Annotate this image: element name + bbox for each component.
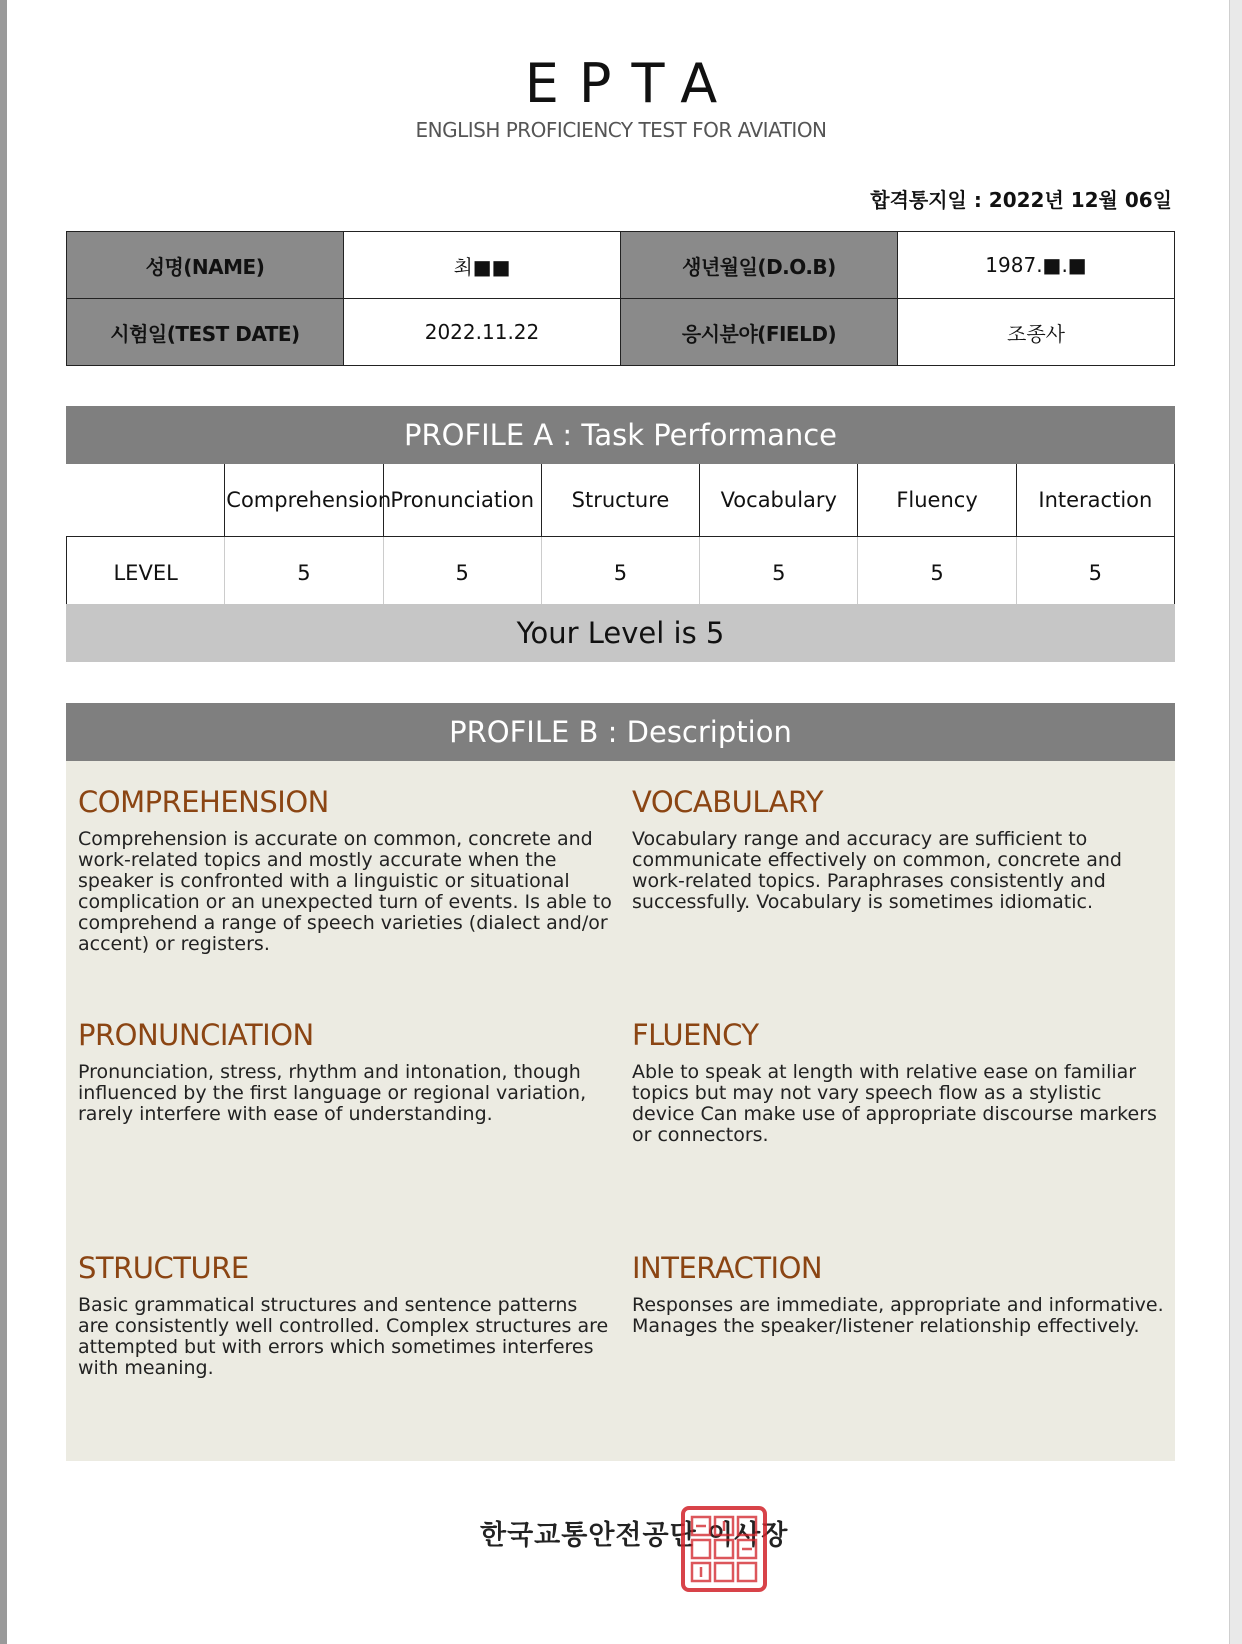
profile-a-title: PROFILE A : Task Performance — [66, 406, 1175, 464]
column-header: Vocabulary — [700, 464, 858, 537]
structure-block — [78, 1251, 613, 1379]
document-subtitle: ENGLISH PROFICIENCY TEST FOR AVIATION — [415, 118, 827, 142]
info-row — [67, 232, 1175, 299]
pronunciation-text: Pronunciation, stress, rhythm and intonation, though influenced by the first language or regional variation, rarely interfere with ease of understanding. — [78, 1061, 587, 1125]
performance-level-row — [67, 537, 1175, 610]
fluency-text: Able to speak at length with relative ease on familiar topics but may not vary speech flow as a stylistic device Can make use of appropriate discourse markers or connectors. — [632, 1061, 1157, 1146]
dob-label: 생년월일(D.O.B) — [621, 232, 898, 299]
column-header: Structure — [541, 464, 699, 537]
overall-level: Your Level is 5 — [66, 604, 1175, 662]
page-left-edge — [0, 0, 7, 1644]
description-panel — [66, 761, 1175, 1461]
field-value: 조종사 — [898, 299, 1175, 366]
pronunciation-block — [78, 1018, 613, 1125]
vocabulary-heading: VOCABULARY — [632, 785, 824, 819]
column-header: Pronunciation — [383, 464, 541, 537]
fluency-heading: FLUENCY — [632, 1018, 759, 1052]
notice-date: 합격통지일 : 2022년 12월 06일 — [870, 188, 1172, 212]
vocabulary-block — [632, 785, 1167, 913]
comprehension-heading: COMPREHENSION — [78, 785, 329, 819]
issuer-name: 한국교통안전공단 이사장 — [480, 1520, 789, 1551]
test-date-value: 2022.11.22 — [344, 299, 621, 366]
comprehension-text: Comprehension is accurate on common, concrete and work-related topics and mostly accurate when the speaker is confronted with a linguistic or situational complication or an unexpected turn of events. Is able to comprehend a range of speech varieties (dialect and/or accent) or registers. — [78, 828, 612, 955]
level-value: 5 — [225, 537, 383, 610]
level-row-label: LEVEL — [67, 537, 225, 610]
interaction-block — [632, 1251, 1167, 1337]
column-header: Interaction — [1016, 464, 1174, 537]
interaction-text: Responses are immediate, appropriate and informative. Manages the speaker/listener relationship effectively. — [632, 1294, 1164, 1337]
official-seal-icon — [680, 1505, 768, 1593]
pronunciation-heading: PRONUNCIATION — [78, 1018, 314, 1052]
structure-heading: STRUCTURE — [78, 1251, 249, 1285]
document-title: EPTA — [524, 52, 738, 115]
column-header: Fluency — [858, 464, 1016, 537]
level-value: 5 — [383, 537, 541, 610]
performance-header-row — [67, 464, 1175, 537]
applicant-info-table — [66, 231, 1175, 366]
interaction-heading: INTERACTION — [632, 1251, 823, 1285]
comprehension-block — [78, 785, 613, 955]
profile-b-title: PROFILE B : Description — [66, 703, 1175, 761]
level-value: 5 — [541, 537, 699, 610]
structure-text: Basic grammatical structures and sentence patterns are consistently well controlled. Complex structures are attempted but with errors which sometimes interferes with meaning. — [78, 1294, 609, 1379]
blank-cell — [67, 464, 225, 537]
level-value: 5 — [700, 537, 858, 610]
level-value: 5 — [858, 537, 1016, 610]
dob-value: 1987.■.■ — [898, 232, 1175, 299]
level-value: 5 — [1016, 537, 1174, 610]
info-row — [67, 299, 1175, 366]
fluency-block — [632, 1018, 1167, 1146]
name-label: 성명(NAME) — [67, 232, 344, 299]
field-label: 응시분야(FIELD) — [621, 299, 898, 366]
page-right-edge — [1229, 0, 1242, 1644]
test-date-label: 시험일(TEST DATE) — [67, 299, 344, 366]
name-value: 최■■ — [344, 232, 621, 299]
vocabulary-text: Vocabulary range and accuracy are sufficient to communicate effectively on common, concrete and work-related topics. Paraphrases consistently and successfully. Vocabulary is sometimes idiomatic. — [632, 828, 1122, 913]
column-header: Comprehension — [225, 464, 383, 537]
task-performance-table — [66, 464, 1175, 609]
